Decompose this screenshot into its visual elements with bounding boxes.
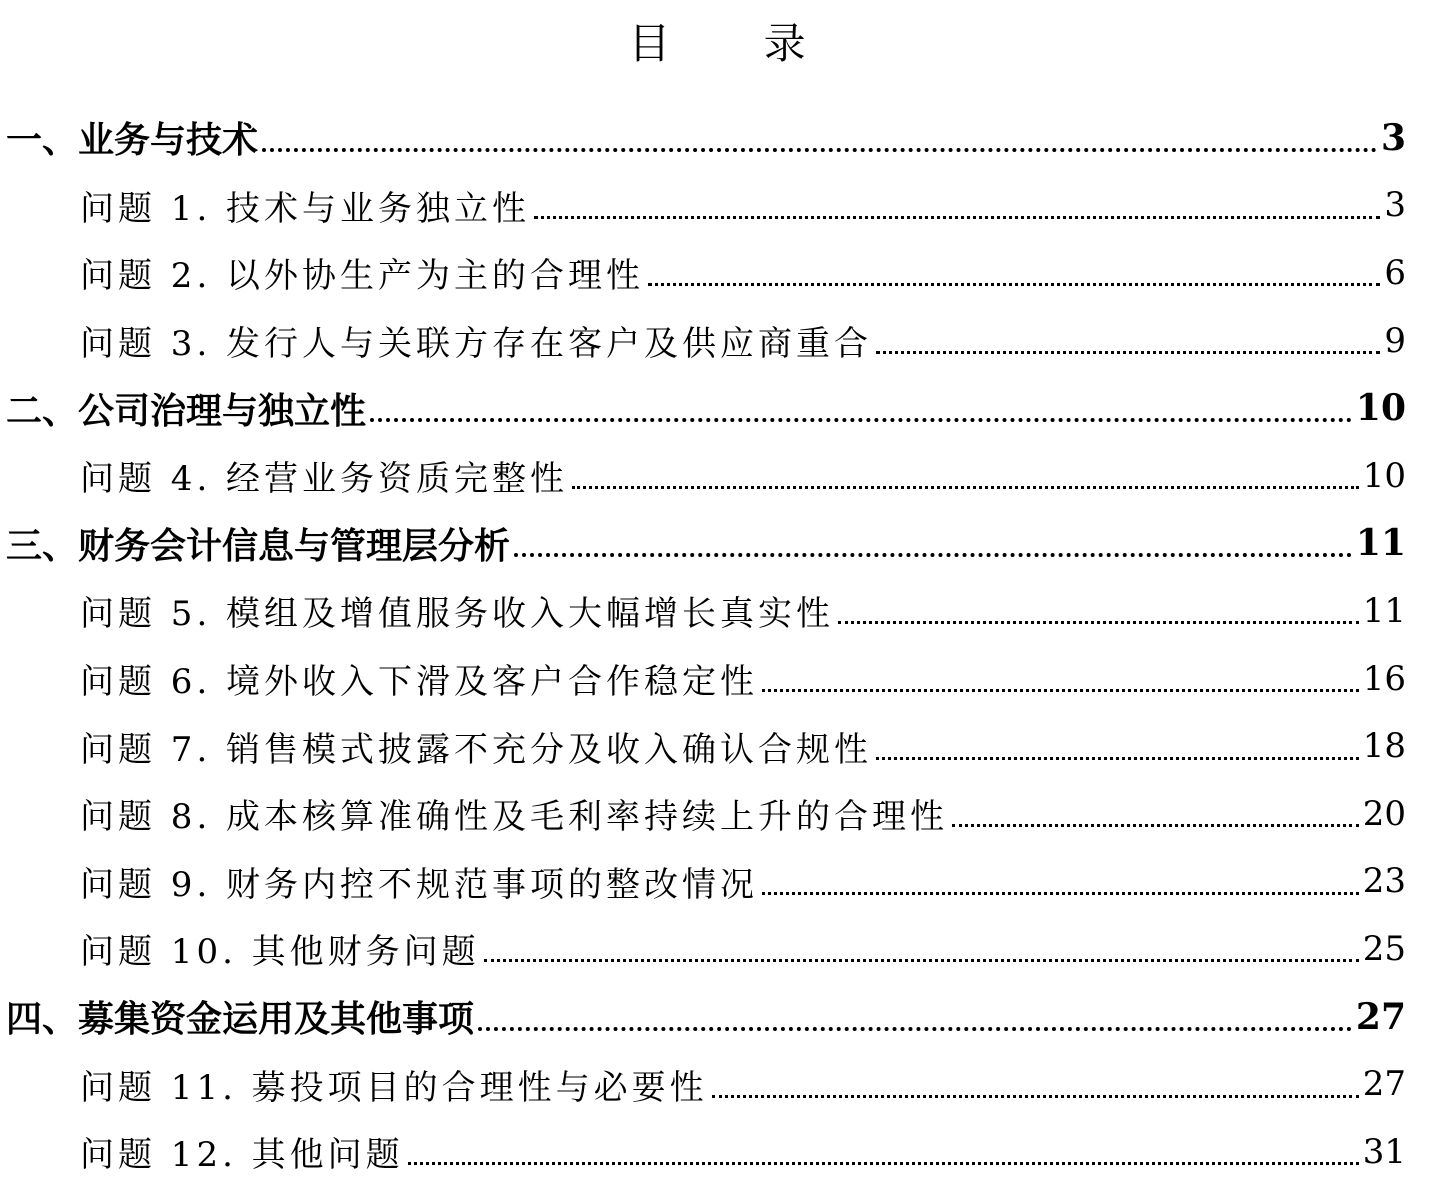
toc-page-number: 3 xyxy=(1380,116,1406,159)
toc-question-entry[interactable] xyxy=(0,1050,1434,1118)
toc-dot-leader xyxy=(572,486,1359,489)
toc-entry-text: 问题 2. 以外协生产为主的合理性 xyxy=(80,256,645,297)
toc-dot-leader xyxy=(762,689,1359,692)
toc-entry-text: 二、公司治理与独立性 xyxy=(6,390,367,432)
toc-page-number: 20 xyxy=(1362,793,1406,834)
toc-question-entry[interactable] xyxy=(0,239,1434,307)
toc-dot-leader xyxy=(838,621,1359,624)
toc-entry-text: 问题 6. 境外收入下滑及客户合作稳定性 xyxy=(80,662,759,703)
toc-dot-leader xyxy=(952,824,1359,827)
toc-page-number: 9 xyxy=(1384,320,1406,361)
toc-dot-leader xyxy=(262,148,1377,152)
toc-dot-leader xyxy=(876,757,1359,760)
toc-page-number: 11 xyxy=(1355,522,1406,565)
toc-page-number: 6 xyxy=(1384,252,1406,293)
toc-dot-leader xyxy=(712,1095,1359,1098)
toc-entry-text: 问题 7. 销售模式披露不充分及收入确认合规性 xyxy=(80,729,873,770)
toc-dot-leader xyxy=(478,1027,1352,1031)
toc-page-number: 10 xyxy=(1362,455,1406,496)
toc-page-number: 3 xyxy=(1384,185,1406,226)
toc-page-number: 16 xyxy=(1362,658,1406,699)
toc-dot-leader xyxy=(514,553,1352,557)
toc-entry-text: 问题 3. 发行人与关联方存在客户及供应商重合 xyxy=(80,324,873,365)
toc-section-entry[interactable] xyxy=(0,510,1434,578)
toc-page-number: 31 xyxy=(1362,1131,1406,1172)
toc-entry-text: 问题 10. 其他财务问题 xyxy=(80,932,480,973)
toc-page-number: 10 xyxy=(1355,387,1406,430)
table-of-contents xyxy=(0,104,1434,1186)
toc-page-number: 27 xyxy=(1355,995,1406,1038)
toc-dot-leader xyxy=(534,216,1380,219)
toc-dot-leader xyxy=(484,959,1359,962)
toc-dot-leader xyxy=(370,418,1352,422)
toc-question-entry[interactable] xyxy=(0,1118,1434,1186)
toc-question-entry[interactable] xyxy=(0,780,1434,848)
toc-question-entry[interactable] xyxy=(0,172,1434,240)
toc-entry-text: 问题 9. 财务内控不规范事项的整改情况 xyxy=(80,864,759,905)
toc-question-entry[interactable] xyxy=(0,712,1434,780)
toc-question-entry[interactable] xyxy=(0,645,1434,713)
toc-page-number: 23 xyxy=(1362,861,1406,902)
toc-entry-text: 问题 8. 成本核算准确性及毛利率持续上升的合理性 xyxy=(80,797,949,838)
toc-page-number: 27 xyxy=(1362,1064,1406,1105)
toc-entry-text: 问题 1. 技术与业务独立性 xyxy=(80,188,531,229)
toc-entry-text: 问题 4. 经营业务资质完整性 xyxy=(80,459,569,500)
toc-question-entry[interactable] xyxy=(0,848,1434,916)
toc-entry-text: 问题 5. 模组及增值服务收入大幅增长真实性 xyxy=(80,594,835,635)
toc-entry-text: 四、募集资金运用及其他事项 xyxy=(6,999,475,1041)
toc-page-number: 11 xyxy=(1362,590,1406,631)
toc-question-entry[interactable] xyxy=(0,307,1434,375)
toc-entry-text: 问题 12. 其他问题 xyxy=(80,1135,404,1176)
toc-entry-text: 三、财务会计信息与管理层分析 xyxy=(6,525,511,567)
toc-question-entry[interactable] xyxy=(0,577,1434,645)
toc-page-number: 18 xyxy=(1362,726,1406,767)
toc-entry-text: 问题 11. 募投项目的合理性与必要性 xyxy=(80,1067,708,1108)
toc-section-entry[interactable] xyxy=(0,104,1434,172)
toc-entry-text: 一、业务与技术 xyxy=(6,120,259,162)
toc-dot-leader xyxy=(762,892,1359,895)
toc-dot-leader xyxy=(408,1162,1359,1165)
toc-section-entry[interactable] xyxy=(0,983,1434,1051)
toc-page-number: 25 xyxy=(1362,928,1406,969)
toc-dot-leader xyxy=(876,351,1380,354)
toc-dot-leader xyxy=(648,283,1380,286)
toc-question-entry[interactable] xyxy=(0,442,1434,510)
toc-question-entry[interactable] xyxy=(0,915,1434,983)
toc-section-entry[interactable] xyxy=(0,374,1434,442)
page-title: 目 录 xyxy=(628,19,846,68)
